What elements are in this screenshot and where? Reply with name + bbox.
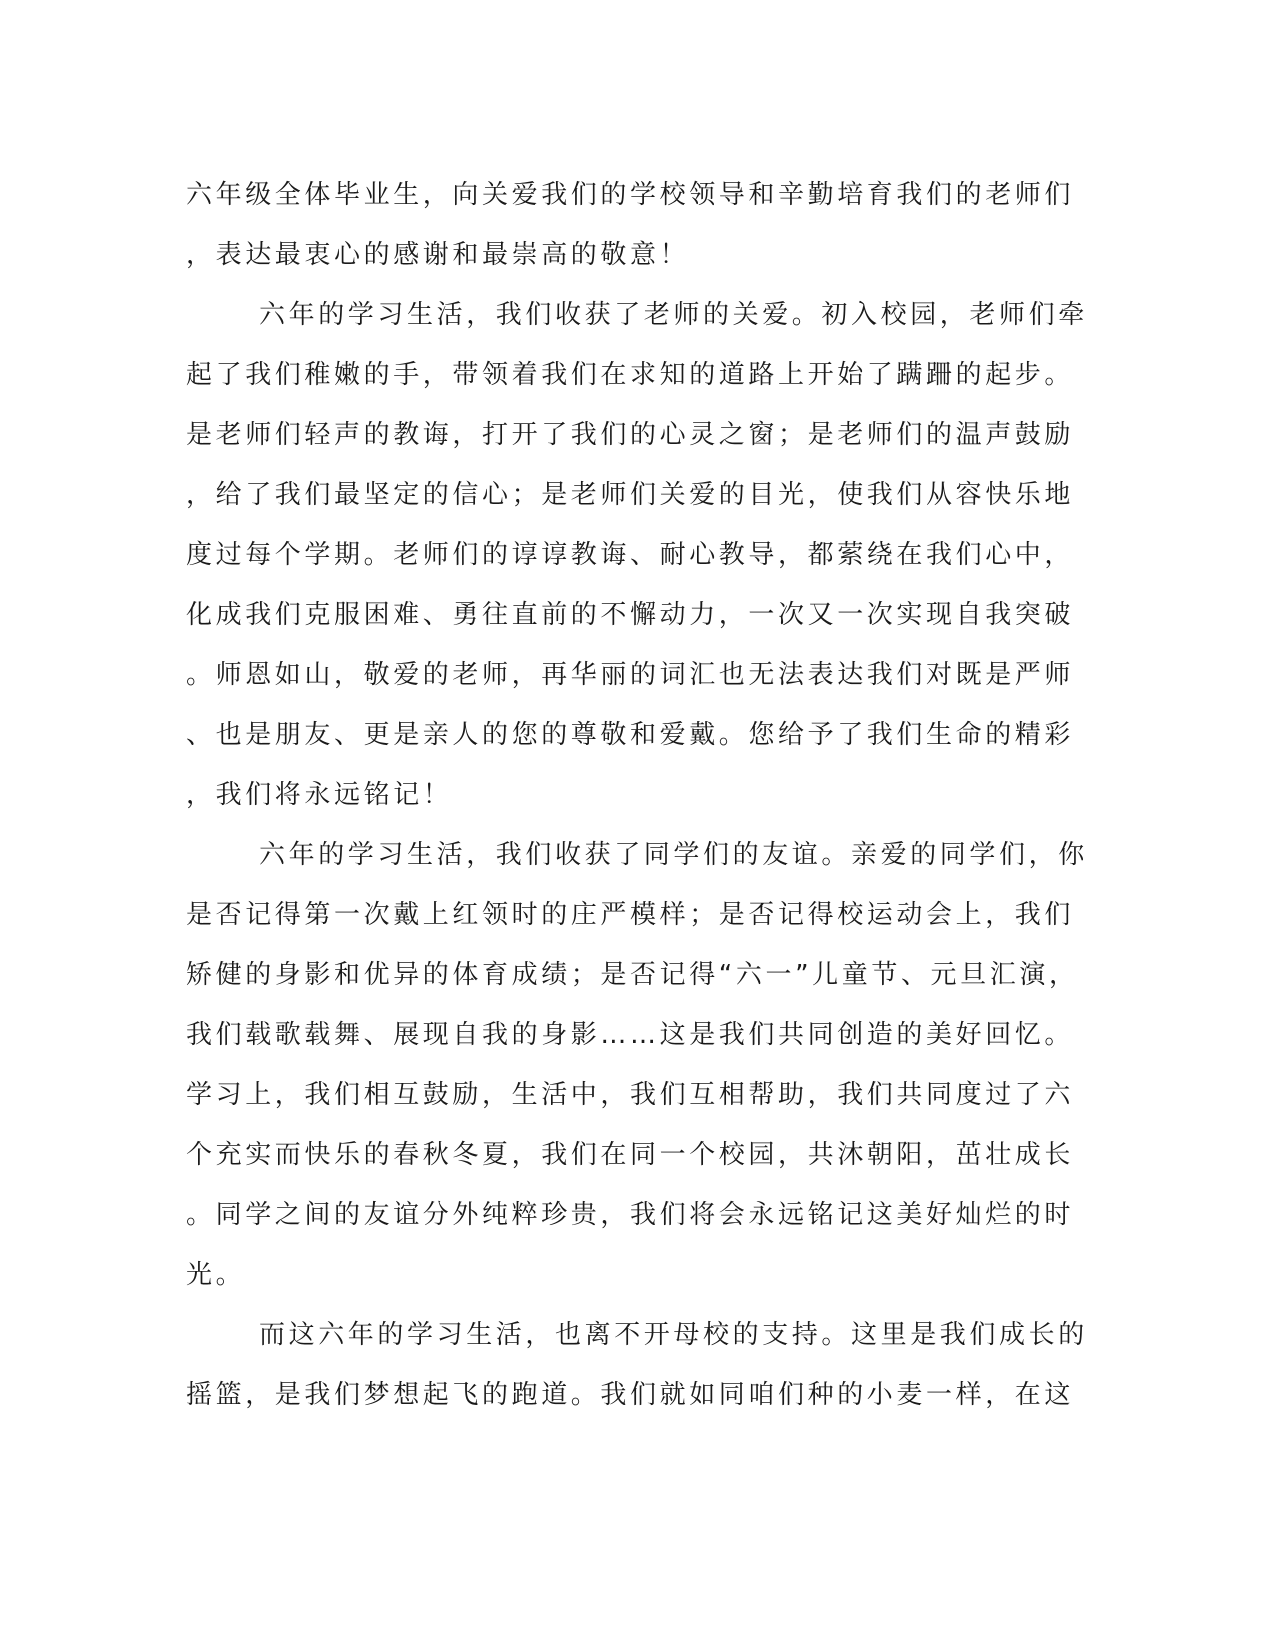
text-line: ，给了我们最坚定的信心；是老师们关爱的目光，使我们从容快乐地 bbox=[186, 480, 1075, 510]
text-line: 我们载歌载舞、展现自我的身影……这是我们共同创造的美好回忆。 bbox=[186, 1020, 1075, 1050]
text-line: 光。 bbox=[186, 1260, 246, 1290]
document-body bbox=[186, 165, 1086, 1425]
paragraph-first-line: 六年的学习生活，我们收获了老师的关爱。初入校园，老师们牵 bbox=[259, 300, 1088, 330]
text-line: 摇篮，是我们梦想起飞的跑道。我们就如同咱们种的小麦一样，在这 bbox=[186, 1380, 1075, 1410]
paragraph-first-line: 六年的学习生活，我们收获了同学们的友谊。亲爱的同学们，你 bbox=[259, 840, 1088, 870]
text-line: 六年级全体毕业生，向关爱我们的学校领导和辛勤培育我们的老师们 bbox=[186, 180, 1075, 210]
text-line: 化成我们克服困难、勇往直前的不懈动力，一次又一次实现自我突破 bbox=[186, 600, 1075, 630]
text-line: 是老师们轻声的教诲，打开了我们的心灵之窗；是老师们的温声鼓励 bbox=[186, 420, 1075, 450]
text-line: 。师恩如山，敬爱的老师，再华丽的词汇也无法表达我们对既是严师 bbox=[186, 660, 1075, 690]
text-line: ，表达最衷心的感谢和最崇高的敬意！ bbox=[186, 240, 690, 270]
text-line: 起了我们稚嫩的手，带领着我们在求知的道路上开始了蹒跚的起步。 bbox=[186, 360, 1075, 390]
paragraph-first-line: 而这六年的学习生活，也离不开母校的支持。这里是我们成长的 bbox=[259, 1320, 1088, 1350]
text-line: 、也是朋友、更是亲人的您的尊敬和爱戴。您给予了我们生命的精彩 bbox=[186, 720, 1075, 750]
text-line: 是否记得第一次戴上红领时的庄严模样；是否记得校运动会上，我们 bbox=[186, 900, 1075, 930]
text-line: 度过每个学期。老师们的谆谆教诲、耐心教导，都萦绕在我们心中， bbox=[186, 540, 1075, 570]
text-line: 矫健的身影和优异的体育成绩；是否记得“六一”儿童节、元旦汇演， bbox=[186, 960, 1079, 990]
text-line: ，我们将永远铭记！ bbox=[186, 780, 453, 810]
text-line: 。同学之间的友谊分外纯粹珍贵，我们将会永远铭记这美好灿烂的时 bbox=[186, 1200, 1075, 1230]
text-line: 个充实而快乐的春秋冬夏，我们在同一个校园，共沐朝阳，茁壮成长 bbox=[186, 1140, 1075, 1170]
text-line: 学习上，我们相互鼓励，生活中，我们互相帮助，我们共同度过了六 bbox=[186, 1080, 1075, 1110]
